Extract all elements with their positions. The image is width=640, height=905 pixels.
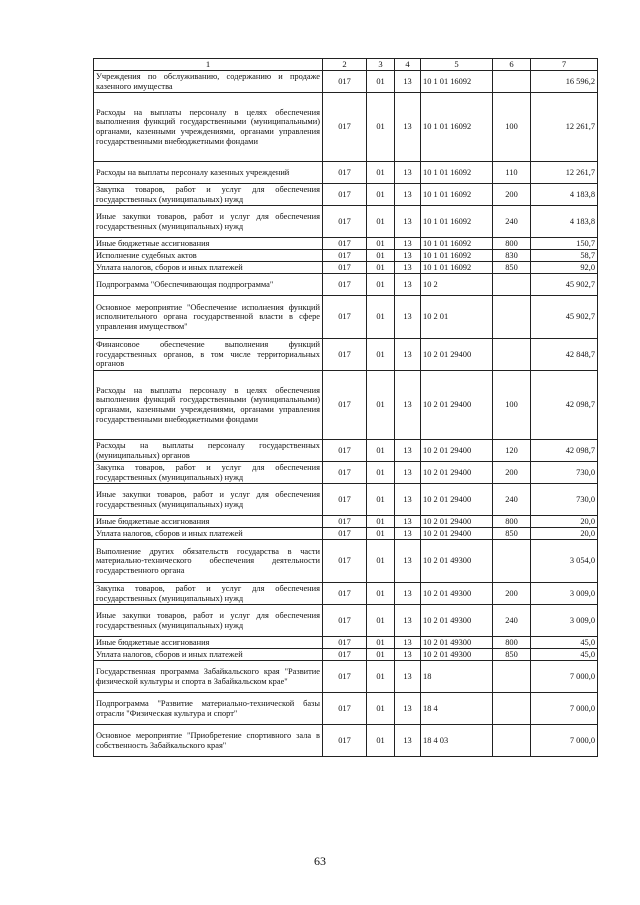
cell-amount: 42 098,7 [531, 371, 598, 440]
row-name: Расходы на выплаты персоналу казенных учреждений [94, 162, 323, 184]
row-name: Расходы на выплаты персоналу в целях обеспечения выполнения функций государственными (муниципальными) органами, казенными учреждениями, органами управления государственными внебюджетными фондами [94, 371, 323, 440]
cell-ved: 017 [323, 516, 367, 528]
cell-ved: 017 [323, 440, 367, 462]
cell-section: 01 [367, 484, 395, 516]
cell-target-article: 10 2 01 49300 [421, 540, 493, 583]
cell-amount: 730,0 [531, 462, 598, 484]
cell-expense-type: 850 [493, 649, 531, 661]
cell-ved: 017 [323, 206, 367, 238]
table-row [94, 528, 598, 540]
row-name: Учреждения по обслуживанию, содержанию и продаже казенного имущества [94, 71, 323, 93]
cell-expense-type: 800 [493, 238, 531, 250]
page-number: 63 [314, 854, 326, 868]
table-row [94, 540, 598, 583]
table-row [94, 250, 598, 262]
cell-target-article: 10 2 01 29400 [421, 371, 493, 440]
cell-target-article: 10 2 01 29400 [421, 339, 493, 371]
cell-amount: 7 000,0 [531, 693, 598, 725]
cell-amount: 45 902,7 [531, 296, 598, 339]
cell-section: 01 [367, 184, 395, 206]
budget-table [93, 58, 598, 757]
cell-ved: 017 [323, 583, 367, 605]
cell-section: 01 [367, 583, 395, 605]
cell-section: 01 [367, 274, 395, 296]
row-name: Государственная программа Забайкальского края "Развитие физической культуры и спорта в Забайкальском крае" [94, 661, 323, 693]
row-name: Иные закупки товаров, работ и услуг для обеспечения государственных (муниципальных) нужд [94, 605, 323, 637]
cell-target-article: 10 1 01 16092 [421, 238, 493, 250]
table-row [94, 93, 598, 162]
cell-subsection: 13 [395, 262, 421, 274]
table-row [94, 605, 598, 637]
cell-subsection: 13 [395, 274, 421, 296]
row-name: Расходы на выплаты персоналу в целях обеспечения выполнения функций государственными (муниципальными) органами, казенными учреждениями, органами управления государственными внебюджетными фондами [94, 93, 323, 162]
table-row [94, 162, 598, 184]
table-row [94, 661, 598, 693]
cell-ved: 017 [323, 238, 367, 250]
cell-ved: 017 [323, 371, 367, 440]
cell-amount: 20,0 [531, 528, 598, 540]
row-name: Уплата налогов, сборов и иных платежей [94, 649, 323, 661]
table-row [94, 339, 598, 371]
cell-section: 01 [367, 540, 395, 583]
cell-ved: 017 [323, 296, 367, 339]
cell-subsection: 13 [395, 540, 421, 583]
cell-expense-type: 200 [493, 462, 531, 484]
cell-section: 01 [367, 693, 395, 725]
row-name: Закупка товаров, работ и услуг для обеспечения государственных (муниципальных) нужд [94, 583, 323, 605]
row-name: Иные бюджетные ассигнования [94, 238, 323, 250]
cell-subsection: 13 [395, 184, 421, 206]
row-name: Иные бюджетные ассигнования [94, 637, 323, 649]
cell-target-article: 10 2 01 49300 [421, 583, 493, 605]
cell-expense-type: 110 [493, 162, 531, 184]
column-header: 3 [367, 59, 395, 71]
cell-ved: 017 [323, 184, 367, 206]
header-row [94, 59, 598, 71]
cell-expense-type [493, 296, 531, 339]
cell-expense-type [493, 725, 531, 757]
cell-expense-type: 100 [493, 93, 531, 162]
table-row [94, 725, 598, 757]
cell-expense-type [493, 274, 531, 296]
cell-ved: 017 [323, 462, 367, 484]
cell-expense-type: 240 [493, 605, 531, 637]
cell-section: 01 [367, 371, 395, 440]
cell-amount: 730,0 [531, 484, 598, 516]
cell-expense-type: 120 [493, 440, 531, 462]
table-row [94, 296, 598, 339]
cell-target-article: 10 1 01 16092 [421, 93, 493, 162]
cell-amount: 16 596,2 [531, 71, 598, 93]
cell-amount: 7 000,0 [531, 661, 598, 693]
row-name: Финансовое обеспечение выполнения функций государственных органов, в том числе территориальных органов [94, 339, 323, 371]
cell-subsection: 13 [395, 516, 421, 528]
cell-expense-type: 200 [493, 184, 531, 206]
table-row [94, 583, 598, 605]
cell-subsection: 13 [395, 339, 421, 371]
cell-ved: 017 [323, 274, 367, 296]
cell-ved: 017 [323, 528, 367, 540]
cell-expense-type [493, 661, 531, 693]
cell-amount: 45 902,7 [531, 274, 598, 296]
table-body [94, 71, 598, 757]
budget-table-container [93, 58, 597, 757]
cell-amount: 4 183,8 [531, 184, 598, 206]
cell-expense-type: 200 [493, 583, 531, 605]
cell-ved: 017 [323, 540, 367, 583]
cell-target-article: 10 2 01 29400 [421, 516, 493, 528]
table-row [94, 238, 598, 250]
cell-expense-type: 100 [493, 371, 531, 440]
cell-expense-type: 240 [493, 484, 531, 516]
cell-amount: 150,7 [531, 238, 598, 250]
cell-amount: 42 098,7 [531, 440, 598, 462]
cell-subsection: 13 [395, 462, 421, 484]
cell-section: 01 [367, 528, 395, 540]
row-name: Основное мероприятие "Обеспечение исполнения функций исполнительного органа государственной власти в сфере управления имуществом" [94, 296, 323, 339]
cell-target-article: 10 2 01 29400 [421, 440, 493, 462]
row-name: Закупка товаров, работ и услуг для обеспечения государственных (муниципальных) нужд [94, 184, 323, 206]
cell-amount: 42 848,7 [531, 339, 598, 371]
cell-target-article: 18 4 [421, 693, 493, 725]
cell-expense-type: 800 [493, 637, 531, 649]
column-header: 1 [94, 59, 323, 71]
cell-subsection: 13 [395, 206, 421, 238]
cell-target-article: 10 1 01 16092 [421, 250, 493, 262]
cell-section: 01 [367, 238, 395, 250]
cell-amount: 12 261,7 [531, 93, 598, 162]
row-name: Расходы на выплаты персоналу государственных (муниципальных) органов [94, 440, 323, 462]
table-row [94, 484, 598, 516]
cell-target-article: 10 1 01 16092 [421, 184, 493, 206]
cell-target-article: 10 1 01 16092 [421, 206, 493, 238]
cell-ved: 017 [323, 250, 367, 262]
column-header: 5 [421, 59, 493, 71]
cell-amount: 20,0 [531, 516, 598, 528]
cell-subsection: 13 [395, 371, 421, 440]
cell-expense-type: 800 [493, 516, 531, 528]
cell-ved: 017 [323, 71, 367, 93]
cell-target-article: 10 1 01 16092 [421, 71, 493, 93]
cell-target-article: 10 2 01 29400 [421, 528, 493, 540]
cell-target-article: 10 2 01 [421, 296, 493, 339]
row-name: Закупка товаров, работ и услуг для обеспечения государственных (муниципальных) нужд [94, 462, 323, 484]
cell-expense-type: 850 [493, 528, 531, 540]
cell-amount: 45,0 [531, 637, 598, 649]
cell-subsection: 13 [395, 93, 421, 162]
cell-section: 01 [367, 516, 395, 528]
cell-target-article: 10 2 [421, 274, 493, 296]
row-name: Подпрограмма "Обеспечивающая подпрограмма" [94, 274, 323, 296]
cell-amount: 3 009,0 [531, 583, 598, 605]
cell-section: 01 [367, 637, 395, 649]
cell-subsection: 13 [395, 637, 421, 649]
table-row [94, 440, 598, 462]
cell-section: 01 [367, 339, 395, 371]
cell-section: 01 [367, 250, 395, 262]
cell-target-article: 10 2 01 29400 [421, 484, 493, 516]
cell-target-article: 10 2 01 49300 [421, 637, 493, 649]
table-row [94, 693, 598, 725]
cell-subsection: 13 [395, 238, 421, 250]
row-name: Уплата налогов, сборов и иных платежей [94, 528, 323, 540]
cell-section: 01 [367, 162, 395, 184]
cell-expense-type: 830 [493, 250, 531, 262]
cell-target-article: 18 [421, 661, 493, 693]
cell-subsection: 13 [395, 605, 421, 637]
table-row [94, 516, 598, 528]
cell-section: 01 [367, 462, 395, 484]
cell-expense-type: 850 [493, 262, 531, 274]
column-header: 6 [493, 59, 531, 71]
table-row [94, 637, 598, 649]
row-name: Исполнение судебных актов [94, 250, 323, 262]
table-row [94, 274, 598, 296]
cell-subsection: 13 [395, 484, 421, 516]
cell-subsection: 13 [395, 296, 421, 339]
cell-subsection: 13 [395, 250, 421, 262]
row-name: Подпрограмма "Развитие материально-технической базы отрасли "Физическая культура и спорт" [94, 693, 323, 725]
cell-section: 01 [367, 440, 395, 462]
cell-section: 01 [367, 649, 395, 661]
table-row [94, 206, 598, 238]
column-header: 7 [531, 59, 598, 71]
cell-section: 01 [367, 661, 395, 693]
column-header: 2 [323, 59, 367, 71]
column-header: 4 [395, 59, 421, 71]
cell-section: 01 [367, 262, 395, 274]
cell-ved: 017 [323, 693, 367, 725]
cell-subsection: 13 [395, 693, 421, 725]
cell-subsection: 13 [395, 71, 421, 93]
cell-ved: 017 [323, 262, 367, 274]
table-header [94, 59, 598, 71]
row-name: Иные бюджетные ассигнования [94, 516, 323, 528]
cell-amount: 45,0 [531, 649, 598, 661]
cell-amount: 3 054,0 [531, 540, 598, 583]
table-row [94, 184, 598, 206]
row-name: Иные закупки товаров, работ и услуг для обеспечения государственных (муниципальных) нужд [94, 206, 323, 238]
cell-ved: 017 [323, 661, 367, 693]
table-row [94, 462, 598, 484]
row-name: Основное мероприятие "Приобретение спортивного зала в собственность Забайкальского края" [94, 725, 323, 757]
cell-subsection: 13 [395, 649, 421, 661]
table-row [94, 71, 598, 93]
cell-amount: 92,0 [531, 262, 598, 274]
cell-target-article: 10 2 01 49300 [421, 649, 493, 661]
table-row [94, 371, 598, 440]
cell-section: 01 [367, 296, 395, 339]
cell-target-article: 18 4 03 [421, 725, 493, 757]
cell-target-article: 10 1 01 16092 [421, 262, 493, 274]
cell-amount: 58,7 [531, 250, 598, 262]
cell-section: 01 [367, 605, 395, 637]
cell-subsection: 13 [395, 440, 421, 462]
cell-ved: 017 [323, 649, 367, 661]
cell-section: 01 [367, 71, 395, 93]
cell-subsection: 13 [395, 583, 421, 605]
cell-expense-type [493, 71, 531, 93]
cell-ved: 017 [323, 162, 367, 184]
row-name: Уплата налогов, сборов и иных платежей [94, 262, 323, 274]
cell-expense-type [493, 540, 531, 583]
cell-amount: 12 261,7 [531, 162, 598, 184]
table-row [94, 649, 598, 661]
cell-amount: 3 009,0 [531, 605, 598, 637]
cell-target-article: 10 2 01 29400 [421, 462, 493, 484]
cell-expense-type [493, 693, 531, 725]
cell-ved: 017 [323, 339, 367, 371]
table-row [94, 262, 598, 274]
cell-ved: 017 [323, 484, 367, 516]
cell-ved: 017 [323, 725, 367, 757]
row-name: Выполнение других обязательств государства в части материально-технического обеспечения деятельности государственного органа [94, 540, 323, 583]
cell-subsection: 13 [395, 725, 421, 757]
cell-section: 01 [367, 206, 395, 238]
cell-expense-type: 240 [493, 206, 531, 238]
row-name: Иные закупки товаров, работ и услуг для обеспечения государственных (муниципальных) нужд [94, 484, 323, 516]
cell-subsection: 13 [395, 162, 421, 184]
cell-ved: 017 [323, 605, 367, 637]
cell-target-article: 10 2 01 49300 [421, 605, 493, 637]
cell-amount: 4 183,8 [531, 206, 598, 238]
cell-amount: 7 000,0 [531, 725, 598, 757]
cell-section: 01 [367, 93, 395, 162]
cell-subsection: 13 [395, 528, 421, 540]
cell-section: 01 [367, 725, 395, 757]
cell-subsection: 13 [395, 661, 421, 693]
cell-target-article: 10 1 01 16092 [421, 162, 493, 184]
cell-ved: 017 [323, 637, 367, 649]
cell-ved: 017 [323, 93, 367, 162]
cell-expense-type [493, 339, 531, 371]
